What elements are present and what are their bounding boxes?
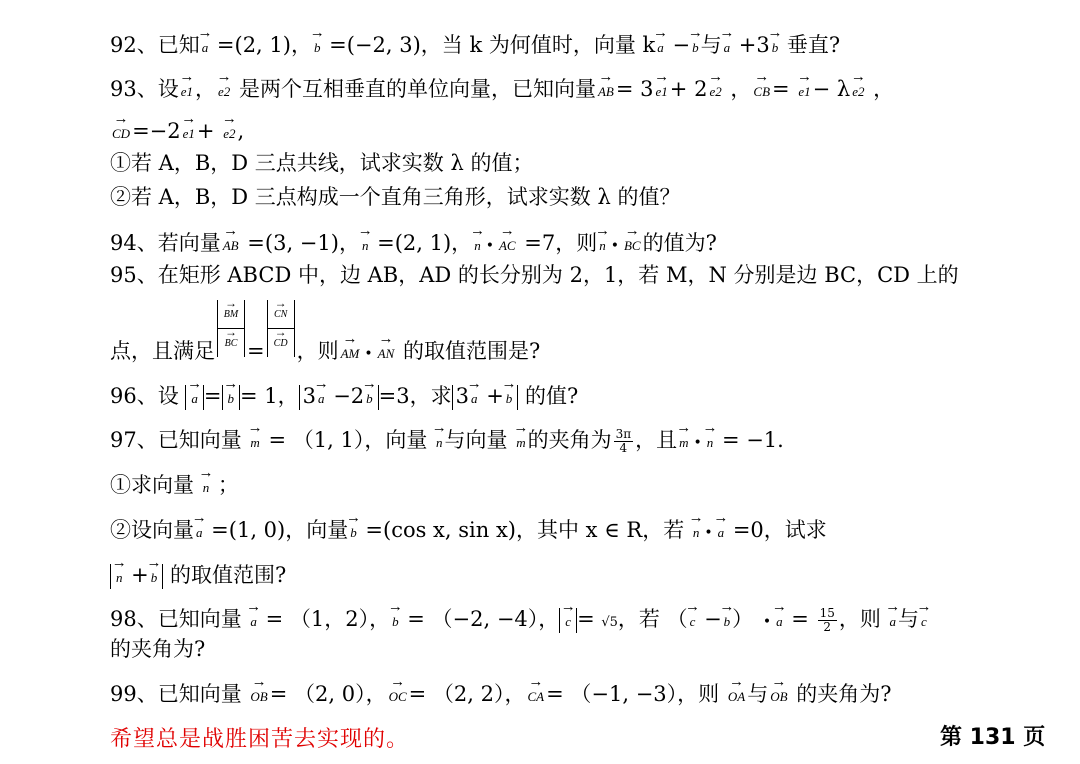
footer-motto: 希望总是战胜困苦去实现的。 bbox=[110, 727, 410, 752]
vector-BC: → BC bbox=[622, 233, 643, 259]
question-99: 99、已知向量 → OB= （2, 0），→ OC= （2, 2），→ CA= （−1, −3），则 → OA与→ OB 的夹角为? bbox=[110, 681, 891, 710]
page-number: 第 131 页 bbox=[940, 725, 1046, 750]
vector-OA: → OA bbox=[726, 684, 747, 710]
question-97-part2-cont: → n +→ b 的取值范围? bbox=[110, 562, 286, 589]
vector-OC: → OC bbox=[387, 684, 409, 710]
vector-c: → c bbox=[919, 609, 929, 635]
vector-e1: → e1 bbox=[179, 79, 195, 105]
vector-e2: → e2 bbox=[707, 79, 723, 105]
vector-AB: → AB bbox=[596, 79, 616, 105]
vector-a: → a bbox=[716, 520, 727, 546]
fraction-cn-cd bbox=[267, 300, 295, 357]
vector-CB: → CB bbox=[751, 79, 772, 105]
question-98: 98、已知向量 → a = （1，2），→ b = （−2, −4），→ c = √5，若 （→ c −→ b） •→ a = $\frac{15}{2}$ ，则 → a与→ c bbox=[110, 606, 929, 636]
vector-b: → b bbox=[149, 567, 160, 589]
vector-n: → n bbox=[434, 430, 445, 456]
abs-a bbox=[185, 385, 204, 410]
fraction-3pi-4: $\frac{3\pi}{4}$ bbox=[615, 427, 632, 455]
vector-AN: → AN bbox=[376, 341, 397, 367]
vector-a: → a bbox=[774, 609, 785, 635]
question-95: 95、在矩形 ABCD 中，边 AB，AD 的长分别为 2，1，若 M，N 分别是边 BC，CD 上的 bbox=[110, 263, 959, 287]
vector-e1: → e1 bbox=[654, 79, 670, 105]
abs-c bbox=[559, 608, 577, 633]
vector-n: → n bbox=[691, 520, 702, 546]
vector-BC: → BC bbox=[223, 331, 240, 357]
question-93-part1: ①若 A，B，D 三点共线，试求实数 λ 的值； bbox=[110, 151, 534, 175]
vector-b: → b bbox=[390, 609, 401, 635]
vector-CN: → CN bbox=[272, 302, 289, 328]
vector-m: → m bbox=[248, 430, 261, 456]
question-97-part1: ①求向量 → n ； bbox=[110, 472, 239, 501]
vector-n: → n bbox=[472, 233, 483, 259]
question-93-cd: → CD=−2→ e1+ → e2, bbox=[110, 118, 244, 147]
vector-a: → a bbox=[469, 388, 480, 410]
vector-AC: → AC bbox=[497, 233, 518, 259]
vector-e2: → e2 bbox=[221, 121, 237, 147]
fraction-15-2: $\frac{15}{2}$ bbox=[819, 606, 835, 634]
question-97-part2: ②设向量→ a =(1, 0)，向量→ b =(cos x, sin x)，其中 x ∈ R，若 → n •→ a =0，试求 bbox=[110, 517, 827, 546]
abs-n-plus-b: → n +→ b bbox=[110, 564, 163, 589]
vector-a: → a bbox=[200, 35, 211, 61]
vector-m: → m bbox=[514, 430, 527, 456]
fraction-bm-bc bbox=[217, 300, 245, 357]
vector-CD: → CD bbox=[272, 331, 290, 357]
vector-b: → b bbox=[364, 388, 375, 410]
vector-CD: → CD bbox=[110, 121, 132, 147]
sqrt-5: √5 bbox=[601, 615, 618, 630]
vector-c: → c bbox=[563, 611, 573, 633]
vector-AB: → AB bbox=[221, 233, 241, 259]
vector-e2: → e2 bbox=[850, 79, 866, 105]
question-95-condition: 点，且满足 → BM → BC = → CN → CD ，则→ AM •→ AN 的取值范围是? bbox=[110, 338, 540, 367]
vector-b: → b bbox=[348, 520, 359, 546]
vector-OB: → OB bbox=[768, 684, 789, 710]
vector-b: → b bbox=[690, 35, 701, 61]
vector-b: → b bbox=[770, 35, 781, 61]
question-93-part2: ②若 A，B，D 三点构成一个直角三角形，试求实数 λ 的值？ bbox=[110, 185, 681, 209]
question-94: 94、若向量→ AB =(3, −1)，→ n =(2, 1)，→ n •→ AC =7，则→ n •→ BC的值为? bbox=[110, 230, 717, 259]
vector-a: → a bbox=[194, 520, 205, 546]
vector-e1: → e1 bbox=[181, 121, 197, 147]
question-97: 97、已知向量 → m = （1, 1），向量 → n与向量 → m的夹角为 $\frac{3\pi}{4}$ ，且→ m •→ n = −1. bbox=[110, 427, 784, 456]
vector-n: → n bbox=[201, 475, 212, 501]
vector-n: → n bbox=[360, 233, 371, 259]
abs-b bbox=[222, 385, 241, 410]
vector-a: → a bbox=[248, 609, 259, 635]
abs-3a-2b: 3→ a −2→ b bbox=[299, 385, 379, 410]
vector-m: → m bbox=[677, 430, 690, 456]
question-92: 92、已知→ a =(2, 1)，→ b =(−2, 3)，当 k 为何值时，向量 k→ a −→ b与→ a +3→ b 垂直? bbox=[110, 32, 840, 61]
vector-e2: → e2 bbox=[216, 79, 232, 105]
vector-n: → n bbox=[597, 233, 608, 259]
vector-BM: → BM bbox=[222, 302, 240, 328]
vector-CA: → CA bbox=[526, 684, 547, 710]
vector-b: → b bbox=[722, 609, 733, 635]
vector-n: → n bbox=[114, 567, 125, 589]
question-98-cont: 的夹角为? bbox=[110, 637, 206, 661]
vector-a: → a bbox=[316, 388, 327, 410]
vector-OB: → OB bbox=[248, 684, 269, 710]
vector-AM: → AM bbox=[339, 341, 362, 367]
vector-b: → b bbox=[312, 35, 323, 61]
vector-b: → b bbox=[504, 388, 515, 410]
question-93: 93、设→ e1，→ e2 是两个互相垂直的单位向量，已知向量→ AB= 3→ e1+ 2→ e2 ，→ CB= → e1− λ→ e2 ， bbox=[110, 76, 894, 105]
abs-3a-plus-b: 3→ a +→ b bbox=[452, 385, 519, 410]
vector-a: → a bbox=[888, 609, 899, 635]
question-96: 96、设 → a =→ b = 1， 3→ a −2→ b =3，求 3→ a +→ b 的值? bbox=[110, 383, 578, 410]
vector-c: → c bbox=[688, 609, 698, 635]
vector-a: → a bbox=[722, 35, 733, 61]
vector-a: → a bbox=[189, 388, 200, 410]
vector-b: → b bbox=[226, 388, 237, 410]
vector-e1: → e1 bbox=[796, 79, 812, 105]
vector-a: → a bbox=[655, 35, 666, 61]
vector-n: → n bbox=[705, 430, 716, 456]
